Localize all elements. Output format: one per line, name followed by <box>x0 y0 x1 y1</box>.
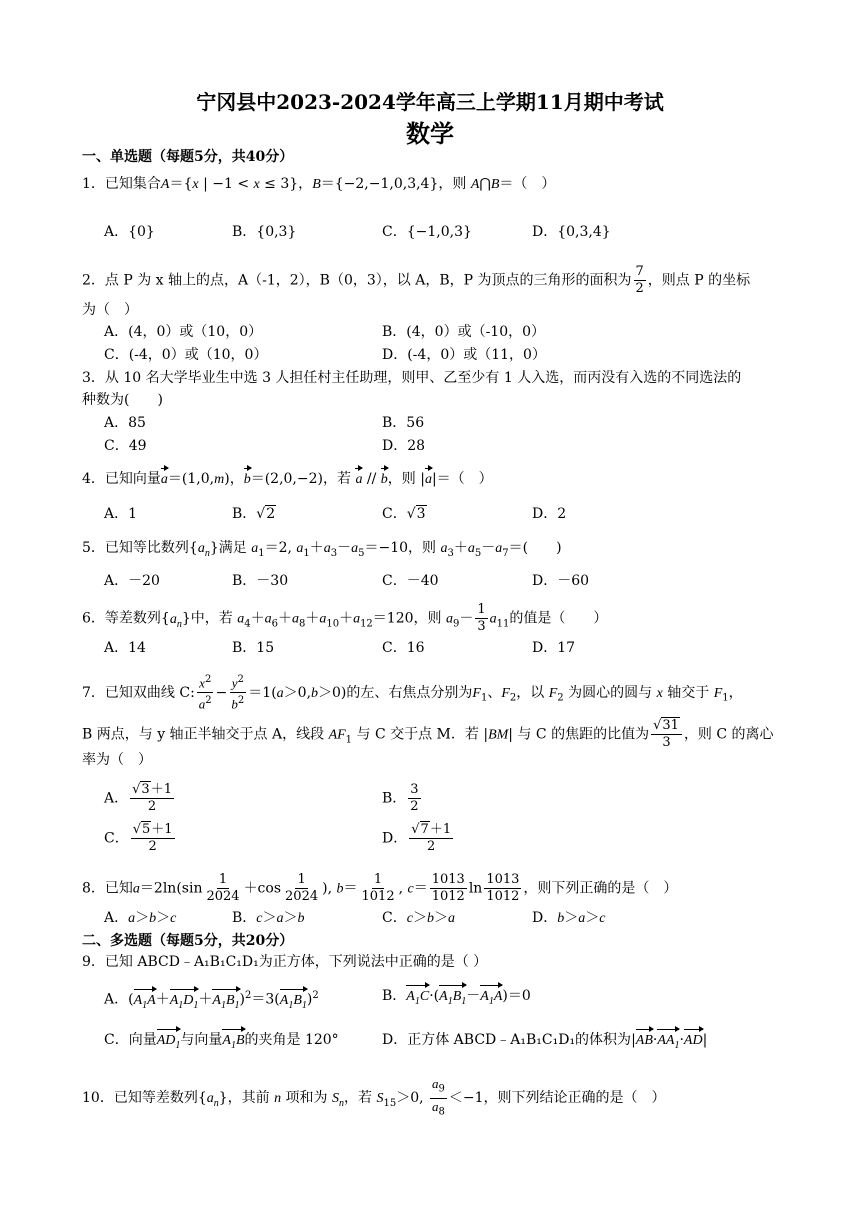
q5-option-c: C．－40 <box>382 573 439 589</box>
q1-option-d: D．{0,3,4} <box>532 224 611 240</box>
q9-option-b: B．$A_1C\cdot(A_1B_1-A_1A)=0$ <box>382 986 531 1012</box>
q8-option-d: D．b＞a＞c <box>532 910 606 926</box>
question-9: 9．已知 ABCD﹣A₁B₁C₁D₁为正方体，下列说法中正确的是（ ） <box>82 954 488 970</box>
q6-option-a: A．14 <box>104 640 146 656</box>
question-2: 2．点 P 为 x 轴上的点，A（-1，2），B（0，3），以 A，B，P 为顶点的三角形的面积为 $\frac{7}{2}$ ，则点 P 的坐标 <box>82 264 751 296</box>
q6-option-b: B．15 <box>232 640 275 656</box>
question-6: 6．等差数列$\{a_n\}$中，若 $a_4+a_6+a_8+a_{10}+a_{12}=120$，则 $a_9-$ $\frac{1}{3}$ $a_{11}$的值是（ ） <box>82 602 608 634</box>
q7-option-b: B． $\frac{3}{2}$ <box>382 782 419 814</box>
q8-option-b: B．c＞a＞b <box>232 910 305 926</box>
q3-option-c: C．49 <box>104 438 147 454</box>
question-10: 10．已知等差数列$\{a_n\}$，其前 n 项和为 $S_n$，若 $S_{15}>0$, $\frac{a_9}{a_8}$ ＜−1，则下列结论正确的是（ ） <box>82 1076 666 1118</box>
question-7-cont2: 率为（ ） <box>82 752 152 768</box>
q1-option-c: C．{−1,0,3} <box>382 224 472 240</box>
q1-option-b: B．{0,3} <box>232 224 297 240</box>
q5-option-b: B．－30 <box>232 573 289 589</box>
q7-option-a: A． $\frac{√3+1}{2}$ <box>104 782 172 814</box>
q3-option-d: D．28 <box>382 438 426 454</box>
q4-option-d: D．2 <box>532 506 567 522</box>
q4-option-b: B．√2 <box>232 506 276 522</box>
question-5: 5．已知等比数列$\{a_n\}$满足 $a_1=2$, $a_1+a_3-a_5=-10$，则 $a_3+a_5-a_7=$( ) <box>82 540 562 559</box>
q7-option-c: C． $\frac{√5+1}{2}$ <box>104 822 173 854</box>
q6-option-c: C．16 <box>382 640 425 656</box>
q9-option-c: C．向量$AD_1$与向量$A_1B$的夹角是 120° <box>104 1030 339 1056</box>
question-8: 8．已知a＝2ln(sin $\frac{1}{2024}$ ＋cos $\frac{1}{2024}$ ), b＝ $\frac{1}{1012}$ , c＝ $\frac{1013}{1012}$ ln $\frac{1013}{1012}$ ，则下列正确的是（ ） <box>82 872 678 904</box>
q8-option-a: A．a＞b＞c <box>104 910 177 926</box>
q2-option-a: A．(4，0）或（10，0） <box>104 324 263 340</box>
q8-option-c: C．c＞b＞a <box>382 910 455 926</box>
q5-option-d: D．－60 <box>532 573 590 589</box>
q1-option-a: A．{0} <box>104 224 155 240</box>
q4-option-c: C．√3 <box>382 506 426 522</box>
section-single-choice: 一、单选题（每题5分，共40分） <box>82 149 294 165</box>
q9-option-a: A．$(A_1A+A_1D_1+A_1B_1)^2=3(A_1B_1)^2$ <box>104 986 319 1015</box>
q2-option-b: B．(4，0）或（-10，0） <box>382 324 546 340</box>
q9-option-d: D．正方体 ABCD﹣A₁B₁C₁D₁的体积为$|AB\cdot AA_1\cdot AD|$ <box>382 1030 707 1056</box>
q3-option-b: B．56 <box>382 415 425 431</box>
q2-option-c: C．(-4，0）或（10，0） <box>104 347 268 363</box>
section-multi-choice: 二、多选题（每题5分，共20分） <box>82 933 294 949</box>
question-3: 3．从 10 名大学毕业生中选 3 人担任村主任助理，则甲、乙至少有 1 人入选，而丙没有入选的不同选法的 <box>82 370 742 386</box>
question-7-cont: B 两点，与 y 轴正半轴交于点 A，线段 $AF_1$ 与 C 交于点 M．若 |BM| 与 C 的焦距的比值为 $\frac{√31}{3}$ ，则 C 的离心 <box>82 718 774 750</box>
q4-option-a: A．1 <box>104 506 138 522</box>
q5-option-a: A．－20 <box>104 573 160 589</box>
question-4: 4．已知向量a＝(1,0,m)，b＝(2,0,−2)，若 a // b，则 |a|＝（ ） <box>82 469 782 490</box>
q6-option-d: D．17 <box>532 640 576 656</box>
question-1: 1．已知集合A＝{x | −1 < x ≤ 3}，B＝{−2,−1,0,3,4}，则 A⋂B＝（ ） <box>82 176 556 192</box>
question-2-cont: 为（ ） <box>82 302 138 318</box>
q7-option-d: D． $\frac{√7+1}{2}$ <box>382 822 452 854</box>
subject-title: 数学 <box>406 119 454 148</box>
exam-title: 宁冈县中2023-2024学年高三上学期11月期中考试 <box>196 90 664 114</box>
q2-option-d: D．(-4，0）或（11，0） <box>382 347 546 363</box>
question-3-cont: 种数为( ) <box>82 392 163 408</box>
q3-option-a: A．85 <box>104 415 146 431</box>
question-7: 7．已知双曲线 C: $\frac{x^2}{a^2}$ − $\frac{y^2}{b^2}$ ＝1(a＞0,b＞0)的左、右焦点分别为$F_1$、$F_2$，以 $F_2$ 为圆心的圆与 x 轴交于 $F_1$， <box>82 674 743 712</box>
